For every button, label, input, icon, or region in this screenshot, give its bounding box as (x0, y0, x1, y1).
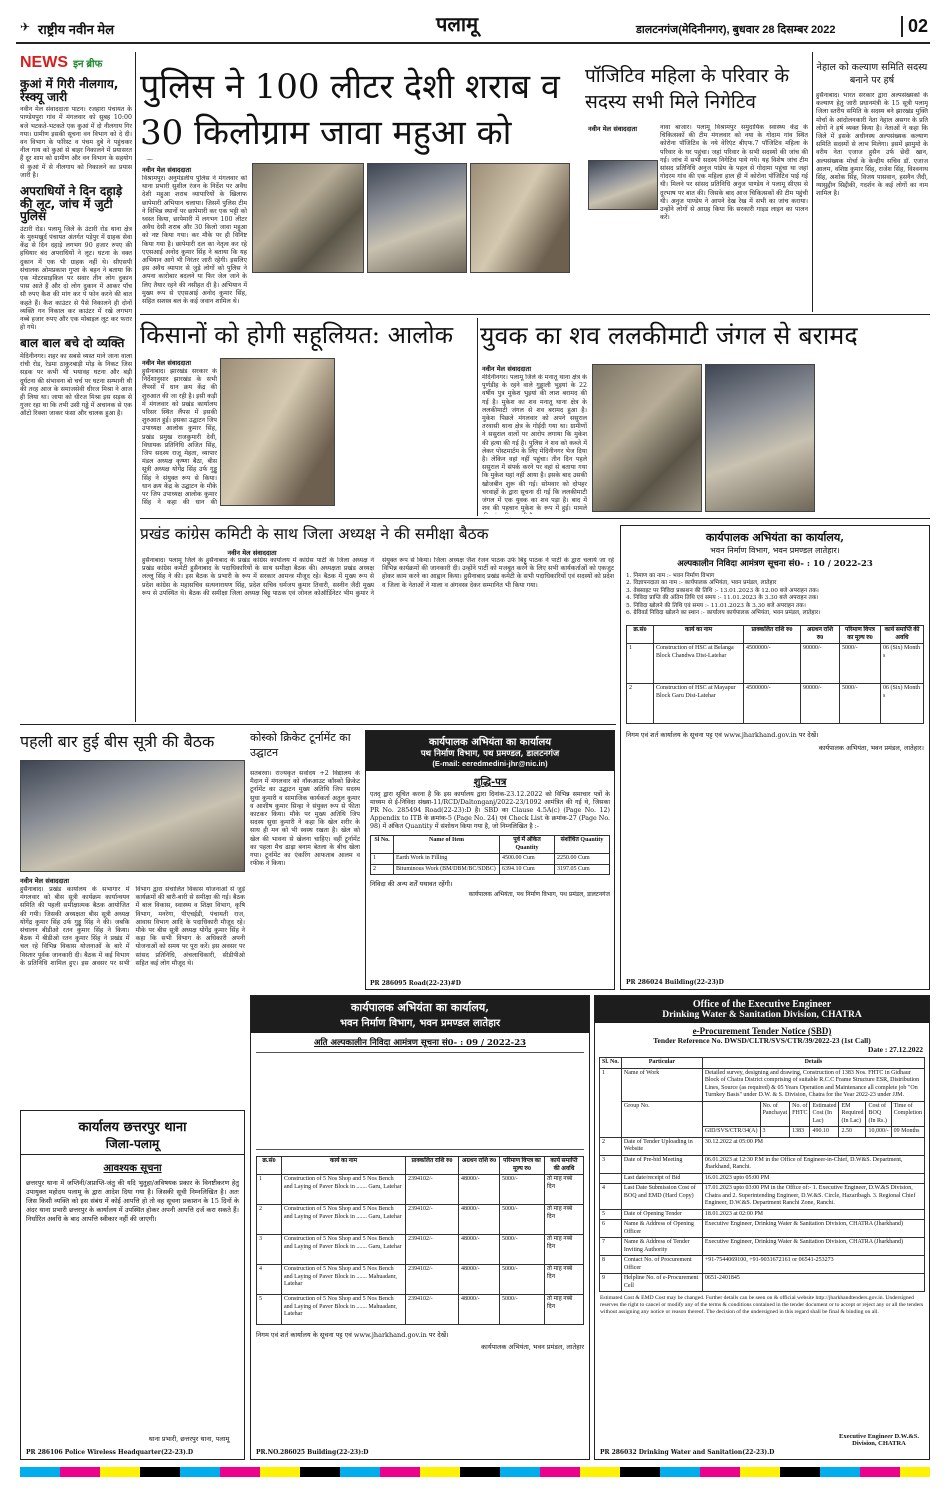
paper-name: राष्ट्रीय नवीन मेल (38, 22, 115, 37)
notice-signature: थाना प्रभारी, छत्तरपुर थाना, पलामू (148, 1435, 230, 1443)
news-brief-label: NEWS इन ब्रीफ (20, 54, 103, 71)
notice-footer: निगम एवं शर्त कार्यालय के सूचना पट्ट एवं www.jharkhand.gov.in पर देखें। (626, 731, 819, 740)
table-row: 1 Construction of HSC at Belanga Block Chandwa Dist-Latehar 4500000/- 90000/- 5000/- 06 (Six) Month s (627, 644, 924, 684)
table-row: 9 Helpline No. of e-Procurement Cell 0651-2401845 (600, 1274, 925, 1292)
table-row: GID/SVS/CTR/34(A) 3 1383 490.10 2.50 10,000/- 09 Months (600, 1127, 925, 1138)
notice-signature: Executive Engineer D.W.&S. Division, CHATRA (839, 1433, 919, 1447)
table-row: 2 Construction of HSC at Mayapur Block Garu Dist-Latehar 4500000/- 90000/- 5000/- 06 (Six) Month s (627, 684, 924, 724)
notice-date: Date : 27.12.2022 (868, 1045, 923, 1054)
notice-subtitle: भवन निर्माण विभाग, भवन प्रमण्डल लातेहार। (710, 546, 840, 555)
farmers-body: हुसैनाबाद। झारखंड सरकार के निर्देशानुसार झारखंड के सभी लैंपसों में धान क्रय केंद्र की शुरुआत की जा रही है। इसी कड़ी में मंगलवार को प्रखंड कार्यालय परिसर स्थित लैंपस में इसकी शुरुआत हुई। इसका उद्घाटन जिप उपाध्यक्ष आलोक कुमार सिंह, प्रखंड प्रमुख राजकुमारी देवी, विधायक प्रतिनिधि अजित सिंह, जिप सदस्य राजू मेहता, व्यापार मंडल अध्यक्ष कृष्णा बैठा, बीस सूत्री अध्यक्ष योगेंद्र सिंह उर्फ गुड्डू सिंह ने संयुक्त रूप से किया। धान क्रय केंद्र के उद्घाटन के मौके पर जिप उपाध्यक्ष आलोक कुमार सिंह ने कहा की धान की (142, 368, 217, 506)
congress-headline: प्रखंड कांग्रेस कमिटी के साथ जिला अध्यक्ष ने की समीक्षा बैठक (140, 525, 489, 543)
lead-photo-3 (470, 163, 570, 273)
notice-details (256, 1052, 584, 1150)
news-brief-column (20, 52, 132, 722)
brief-body: उंटारी रोड। पलामू जिले के उंटारी रोड थाना क्षेत्र के मुरुमखुर्द पंचायत अंतर्गत पड़ेपुर में ग्राहक सेवा केंद्र से दिन दहाड़े लगभग 90 हजार रुपए की हथियार बंद अपराधियों ने लूट। घटना के वक्त दुकान में एक भी ग्राहक नहीं थे। सीएसपी संचालक ओमप्रकाश गुप्ता के बहन ने बताया कि एक मोटरसाइकिल पर सवार तीन लोग दुकान पास आते हैं और दो लोग दुकान में आकर पॉच सौ रुपए कैश की मांग कर पे फोन करने की बात कहते हैं। कैश काउंटर से पैसे निकालने ही दोनों व्यक्ति गन निकाल कर काउंटर में रखे लगभग नब्बे हजार रुपए और एक मोबाइल लूट कर फरार हो गये। (20, 225, 132, 332)
notice-header-band (251, 996, 589, 1033)
positive-photo (588, 160, 658, 210)
welfare-body: हुसैनाबाद। भारत सरकार द्वारा अल्पसंख्यकों के कल्याण हेतु जारी प्रधानमंत्री के 15 सूत्री पलामू जिला स्तरीय समिति के सदस्य बने झारखंड मुक्ति मोर्चा के आंदोलनकारी नेता नेहाल असगर के प्रति लोगों ने हर्ष व्यक्त किया है। नेताओं ने कहा कि जिले में इसके अधीनस्थ अल्पसंख्यक कल्याण समिति सदस्यों से लाभ मिलेगा। इसमें झामुमो के वरीय नेता एजाज हुसैन उर्फ छेदी खान, अल्पसंख्यक मोर्चा के केन्द्रीय सचिव डॉ. एजाज आलम, वशिष्ठ कुमार सिंह, राजेश सिंह, विश्वनाथ सिंह, अशोक सिंह, विजय पासवान, हसनैन जैदी, ग्यासुद्दीन सिद्दीकी, गदर्शन के कई लोगों का नाम शामिल है। (816, 92, 928, 198)
notice-subtitle: भवन निर्माण विभाग, भवन प्रमण्डल लातेहार (339, 1018, 501, 1029)
farmers-body-col3 (340, 358, 475, 508)
positive-byline: नवीन मेल संवाददाता (588, 125, 637, 133)
notice-subtitle: पथ निर्माण विभाग, पथ प्रमण्डल, डालटनगंज (420, 749, 560, 759)
brief-body: मेदिनीनगर। शहर का सबसे व्यस्त माने जाना वाला रांची रोड, रेडमा ठाकुरबाड़ी मोड़ के निकट जिस सड़क पर कभी भी भयावह घटना और बड़ी दुर्घटना की संभावना बो चर्च पर घटना सम्भानी थी की तरह आज के समाजसेवी धीरज मिश्रा ने आज ही लिया था। जाया को धीरज मिश्रा इस सड़क से गुजर रहा था कि तभी उसी गड्ढे में अचानक से एक ऑटो रिक्शा जाकर फंसा और चालक हुआ है। (20, 353, 132, 418)
color-registration-strip (20, 1467, 930, 1477)
table-row: 8 Contact No. of Procurement Officer +91-7544069100, +91-9031672161 or 06541-253273 (600, 1256, 925, 1274)
notice-header-band (595, 996, 929, 1023)
notice-number: अल्पकालीन निविदा आमंत्रण सूचना सं0- : 10 / 2022-23 (677, 559, 873, 569)
dateline: डालटनगंज(मेदिनीनगर), बुधवार 28 दिसम्बर 2022 (636, 24, 836, 36)
notice-table: Sl. No. Particular Details 1 Name of Work Detailed survey, designing and drawing, Construction of 1383 Nos. FHTC in Gidhaur Block of Chatra District comprising of suitable R.C.C Frame Structure ESR, Distribution Lines, Source (as required) & 05 Years Operation and Maintenance all complete job "On Turnkey Basis" under D.W. & S. Division, Chatra for the Year 2022-23 under JJM. Group No. No. of Panchayat No. of FHTC Estimated Cost (In Lac) EM Required (In Lac) Cost of BOQ (In Rs.) Time of Completion GID/SVS/CTR/34(A) 3 1383 490.10 2.50 10,000/- 09 Months 2 Date of Tender Uploading in Website 30.12.2022 at 05:00 PM 3 Date of Pre-bid Meeting 06.01.2023 at 12:30 P.M in the Office of Engineer-in-Chief, D.W&S. Department, Jharkhand, Ranchi. Last date/receipt of Bid 16.01.2023 upto 05:00 PM 4 Last Date Submission Cost of BOQ and EMD (Hard Copy) 17.01.2023 upto 03:00 PM in the Office of:- 1. Executive Engineer, D.W.&S Division, Chatra and 2. Superintending Engineer, D.W.&S. Circle, Hazaribagh. 3. Regional Chief Engineer, D.W.&S. Department Ranchi Zone, Ranchi. 5 Date of Opening Tender 18.01.2023 at 02:00 PM 6 Name & Address of Opening Officer Executive Engineer, Drinking Water & Sanitation Division, CHATRA (Jharkhand) 7 Name & Address of Tender Inviting Authority Executive Engineer, Drinking Water & Sanitation Division, CHATRA (Jharkhand) 8 Contact No. of Procurement Officer +91-7544069100, +91-9031672161 or 06541-253273 9 Helpline No. of e-Procurement Cell 0651-2401845 (599, 1057, 925, 1292)
notice-title: कार्यपालक अभियंता का कार्यालय, (350, 1001, 490, 1014)
congress-byline: नवीन मेल संवाददाता (227, 549, 277, 557)
paper-logo-icon: ✈ (20, 20, 31, 34)
cricket-headline: कोस्को क्रिकेट टूर्नामेंट का उद्घाटन (250, 731, 351, 759)
table-row: 1 Earth Work in Filling 4500.00 Cum 2250.00 Cum (371, 854, 610, 865)
notice-header-band (366, 731, 614, 771)
twenty-point-body: हुसैनाबाद। प्रखंड कार्यालय के सभागार में मंगलवार को बीस सूत्री कार्यक्रम कार्यान्वयन समिति की पहली समीक्षात्मक बैठक आयोजित की गयी। जिसकी अध्यक्षता बीस सूत्री अध्यक्ष योगेंद्र कुमार सिंह उर्फ गुड्डू सिंह ने की। जबकि संचालन बीडीओ रतन कुमार सिंह ने किया। बैठक में बीडीओ रतन कुमार सिंह ने प्रखंड में चल रहे विभिन्न विकास योजनाओं के बारे में विस्तार पूर्वक जानकारी दी। बैठक में कई विभाग के प्रतिनिधि शामिल हुए। इस अवसर पर सभी विभाग द्वारा संचालित विकास योजनाओं से जुड़े कार्यक्रमों की बारी-बारी से समीक्षा की गई। बैठक में बाल विकास, स्वास्थ्य व शिक्षा विभाग, कृषि विभाग, मनरेगा, पीएचईडी, पंचायती राज, आवास विभाग आदि के पदाधिकारी मौजूद रहे। मौके पर बीस सूत्री अध्यक्ष योगेंद्र कुमार सिंह ने कहा कि सभी विभाग के अधिकारी अपनी योजनाओं को समय पर पूरा करें। इस अवसर पर सांसद प्रतिनिधि, अंचलाधिकारी, सीडीपीओ सहित कई लोग मौजूद थे। (20, 886, 245, 967)
table-row: 4 Last Date Submission Cost of BOQ and EMD (Hard Copy) 17.01.2023 upto 03:00 PM in the Office of:- 1. Executive Engineer, D.W.&S Division, Chatra and 2. Superintending Engineer, D.W.&S. Circle, Hazaribagh. 3. Regional Chief Engineer, D.W.&S. Department Ranchi Zone, Ranchi. (600, 1184, 925, 1210)
body-text: मेदिनीनगर। पलामू जिले के मनातू थाना क्षेत्र के पूर्णडीह के रहने वाले गुड्डाली भुइयां के 22 वर्षीय पुत्र मुकेश भुइयां की लाश बरामद की गई है। मुकेश का शव मनातू थाना क्षेत्र के ललकीमाटी जंगल से शव बरामद हुआ है। मुकेश पिछले मंगलवार को अपने ससुराल तरवासी थाना क्षेत्र के गोईदी गया था। ग्रामीणों ने ससुराल वालों पर आरोप लगाया कि मुकेश की हत्या की गई है। पुलिस ने शव को कब्जे में लेकर पोस्टमार्टम के लिए मेदिनीनगर भेज दिया है। लेकिन वहां नहीं पहुंचा। तीन दिन पहले ससुराल में संपर्क करने पर वहां से बताया गया कि मुकेश यहां नहीं आया है। इसके बाद उसकी खोजबीन शुरू की गई। सोमवार को दोपहर चरवाहों के द्वारा सूचना दी गई कि ललकीमाटी जंगल में एक युवक का शव पड़ा है। बाद में शव की पहचान मुकेश के रूप में हुई। मामले (482, 374, 587, 513)
notice-pr: PR 286024 Building(22-23)D (626, 979, 724, 986)
table-row: 1 Name of Work Detailed survey, designing and drawing, Construction of 1383 Nos. FHTC in Gidhaur Block of Chatra District comprising of suitable R.C.C Frame Structure ESR, Distribution Lines, Source (as required) & 05 Years Operation and Maintenance all complete job "On Turnkey Basis" under D.W. & S. Division, Chatra for the Year 2022-23 under JJM. (600, 1068, 925, 1101)
notice-pr: PR 286106 Police Wireless Headquarter(22-23).D (26, 1449, 194, 1456)
notice-subtitle: जिला-पलामू (105, 1137, 160, 1151)
table-row: 4 Construction of 5 Nos Shop and 5 Nos Bench and Laying of Paver Block in ....... Mahuadanr, Latehar 2394102/- 48000/- 5000/- तो माह नब्बे दिन (257, 1265, 584, 1295)
twenty-point-headline: पहली बार हुई बीस सूत्री की बैठक (20, 732, 215, 751)
brief-body: नवीन मेल संवाददाता पाटन। रजहारा पंचायत के पाण्डेयपुरा गांव में मंगलवार को सुबह 10:00 बजे भटकते-भटकते एक कुआं में दो नीलगाय गिर गया। ग्रामीण इसकी सूचना वन विभाग को दे दी। वन विभाग के फॉरेस्ट व पंचम दुबे ने पहुंचकर नील गाय को कुआं से बाहर निकालने में प्रयासरत हैं दूर शाम को ग्रामीण और वन विभाग के सहयोग से कुआं में से नीलगाय को निकालने का प्रयास जारी है। (20, 106, 132, 179)
lead-photo-1 (252, 163, 364, 273)
lead-body: विश्रामपुर। अनुमंडलीय पुलिस ने मंगलवार को थाना प्रभारी सुशील रंजन के निर्देश पर अवैध देशी महुआ शराब व्यापारियों के खिलाफ छापेमारी अभियान चलाया। जिसमें पुलिस टीम ने विभिन्न स्थानों पर छापेमारी कर एक भट्टी को ध्वस्त किया, छापेमारी में लगभग 100 लीटर अवैध देसी शराब और 30 किलो जावा महुआ को नष्ट किया गया। कर मौके पर ही विनिष्ट किया गया है। छापेमारी दल का नेतृत्व कर रहे एएसआई अनोद कुमार सिंह ने बताया कि यह अभियान आगे भी निरंतर जारी रहेगी। इसलिए इस अवैध व्यापार से जुड़े लोगों को पुलिस ने अपना कारोबार बदलने या फिर जेल जाने के लिए तैयार रहने की नसीहत दी है। अभियान में मुख्य रूप से एएसआई अनोद कुमार सिंह, सहित सशस्त्र बल के कई जवान शामिल थे। (142, 175, 247, 306)
notice-rcd-corrigendum (365, 730, 615, 990)
brief-title: कुआं में गिरी नीलगाय, रेस्क्यू जारी (20, 77, 119, 104)
table-row: 6 Name & Address of Opening Officer Executive Engineer, Drinking Water & Sanitation Division, CHATRA (Jharkhand) (600, 1220, 925, 1238)
lead-body-continued (474, 275, 574, 315)
farmers-headline: किसानों को होगी सहूलियत: आलोक (140, 321, 454, 349)
positive-headline: पॉजिटिव महिला के परिवार के सदस्य सभी मिले निगेटिव (585, 65, 790, 113)
notice-header-band (21, 1111, 244, 1155)
farmers-byline: नवीन मेल संवाददाता (142, 359, 191, 367)
notice-heading: शुद्धि-पत्र (473, 777, 507, 788)
body-headline: युवक का शव ललकीमाटी जंगल से बरामद (480, 321, 858, 350)
notice-pr: PR 286032 Drinking Water and Sanitation(22-23).D (600, 1449, 775, 1456)
twenty-point-byline: नवीन मेल संवाददाता (20, 877, 69, 885)
positive-body: नावा बाजार। पलामू विश्रामपुर समुदायिक स्वास्थ्य केंद्र के चिकित्सकों की टीम मंगलवार को नया के गोदाम गांव स्थित कोरोना पॉजिटिव के नये वेरिएंट बीएफ.7 पॉजिटिव महिला के परिवार के घर पहुंचा। जहां परिवार के सभी सदस्यों की जांच की गई। जांच में सभी सदस्य निगेटिव पाये गये। यह विशेष जांच टीम सांसद प्रतिनिधि अनुज पांडेय के पहल से गोदामा पहुंचा था जहां गोदरम गांव की एक महिला हाल ही में कोरोना पॉजिटिव पाई गई थी। मिलने पर सांसद प्रतिनिधि अनुज पाण्डेय ने पलामू सीएस से दूरभाष पर बात की। जिसके बाद आज चिकित्सकों की टीम पहुंची थी। अनुज पाण्डेय ने आपने देख रेख में सभी का जांच कराया। उन्होंने लोगों से आग्रह किया कि सरकारी गाइड लाइन का पालन करें। (660, 124, 808, 222)
notice-email: (E-mail: eeredmedini-jhr@nic.in) (432, 759, 548, 768)
notice-body: एतद् द्वारा सूचित करना है कि इस कार्यालय द्वारा दिनांक-23.12.2022 को विभिन्न समाचार पत्रों के माध्यम से ई-निविदा संख्या-11/RCD/Daltonganj/2022-23/1092 आमंत्रित की गई थे, जिसका PR No. 285494 Road(22-23):D है। SBD का Clause 4.5A(c) (Page No. 12) Appendix to ITB के क्रमांक-5 (Page No. 24) एवं Check List के क्रमांक-27 (Page No. 98) में अंकित Quantity में संशोधन किया गया है, जो निम्नलिखित है :- (370, 791, 610, 830)
masthead (16, 14, 930, 40)
section-name: पलामू (436, 14, 479, 36)
notice-footer: निगम एवं शर्त कार्यालय के सूचना पट्ट एवं www.jharkhand.gov.in पर देखें। (256, 1331, 449, 1339)
cricket-body: सतबरवा। राज्यकृत सर्वोदय +2 विद्यालय के मैदान में मंगलवार को नॉकआउट कॉस्को क्रिकेट टूर्नामेंट का उद्घाटन मुख्य अतिथि जिप सदस्य सुधा कुमारी व सामाजिक कार्यकर्ता अतुल कुमार व आशीष कुमार सिन्हा ने संयुक्त रूप से फीता काटकर किया। मौके पर मुख्य अतिथि जिप सदस्य सुधा कुमारी ने कहा कि खेल शरीर के साथ ही मन को भी स्वस्थ रखता है। खेल को खेल की भावना से खेलना चाहिए। वहीं टूर्नामेंट का पहला मैच ढाढ़ा बनाम बेतला के बीच खेला गया। टूर्नामेंट का एंकरिंग आफताब आलम व रफीक ने किया। (250, 770, 360, 868)
notice-latehar-10 (620, 525, 930, 990)
notice-chatra (594, 995, 930, 1460)
notice-details: 1. निमाण का नाम :- भवन निर्माण विभाग 2. विज्ञापनदाता का नाम :- कार्यपालक अभियंता, भवन प्रमंडल, लातेहार 3. वेबसाइट पर निविदा प्रकाशन की तिथि :- 13.01.2023 के 12.00 बजे अपराहन तक। 4. निविदा प्राप्ति की अंतिम तिथि एवं समय :- 11.01.2023 के 3.30 बजे अपराहन तक। 5. निविदा खोलने की तिथि एवं समय :- 11.01.2023 के 3.30 बजे अपराहन तक। 6. ग्रेविवर्ड निविदा खोलने का स्थान :- कार्यालय कार्यपालक अभियंता, भवन प्रमंडल, लातेहार। (626, 573, 821, 617)
notice-body: छत्तरपुर थाना में जप्तिनी/अप्राप्ति-जंतु की यदि भुतुहा/अविषयक प्रकार के विनष्टीकरण हेतु उपायुक्त महोदय पलामू के द्वारा आदेश दिया गया है। जिसकी सूची निम्नलिखित है। अतः जिस किसी व्यक्ति को इस संबंध में कोई आपत्ति हो तो वह सूचना प्रकाशन के 15 दिनों के अंदर थाना प्रभारी छत्तरपुर के कार्यालय में उपस्थित होकर अपनी आपत्ति दर्ज करा सकते हैं। निर्धारित अवधि के बाद आपत्ति स्वीकार नहीं की जाएगी। (26, 1179, 239, 1223)
notice-title: Office of the Executive Engineer (692, 999, 832, 1010)
body-text-col4 (818, 364, 928, 514)
table-row: Last date/receipt of Bid 16.01.2023 upto 05:00 PM (600, 1173, 925, 1184)
notice-notes: Estimated Cost & EMD Cost may be changed. Further details can be seen on & official website http://jharkhandtenders.gov.in. Undersigned reserves the right to cancel or modify any of the terms & conditions contained in the tender document or to accept or reject any or all the tenders without assigning any notice or reason thereof. The decision of the undersigned in this regard shall be final & binding on all. (600, 1295, 924, 1315)
table-row: 7 Name & Address of Tender Inviting Authority Executive Engineer, Drinking Water & Sanitation Division, CHATRA (Jharkhand) (600, 1238, 925, 1256)
brief-title: बाल बाल बचे दो व्यक्ति (20, 336, 125, 351)
notice-signature: कार्यपालक अभियंता, भवन प्रमंडल, लातेहार (481, 1343, 584, 1351)
table-row: Group No. No. of Panchayat No. of FHTC Estimated Cost (In Lac) EM Required (In Lac) Cost of BOQ (In Rs.) Time of Completion (600, 1101, 925, 1127)
brief-title: अपराधियों ने दिन दहाड़े की लूट, जांच में जुटी पुलिस (20, 184, 123, 224)
notice-table: Sl No. Name of Item पूर्व में अंकित Quantity संशोधित Quantity 1 Earth Work in Filling 4500.00 Cum 2250.00 Cum 2 Bituminous Work (BM/DBM/BC/SDBC) 6394.10 Cum 3197.05 Cum (370, 835, 610, 875)
table-row: 2 Construction of 5 Nos Shop and 5 Nos Bench and Laying of Paver Block in ....... Garu, Latehar 2394102/- 48000/- 5000/- तो माह नब्बे दिन (257, 1205, 584, 1235)
table-row: 2 Date of Tender Uploading in Website 30.12.2022 at 05:00 PM (600, 1137, 925, 1155)
notice-signature: कार्यपालक अभियंता, भवन प्रमंडल, लातेहार। (818, 744, 924, 753)
notice-subtitle: Drinking Water & Sanitation Division, CHATRA (662, 1010, 862, 1020)
notice-pr: PR.NO.286025 Building(22-23):D (256, 1449, 369, 1456)
notice-heading: आवश्यक सूचना (103, 1163, 162, 1174)
table-row: 5 Date of Opening Tender 18.01.2023 at 02:00 PM (600, 1209, 925, 1220)
notice-footer: निविदा की अन्य शर्तें यथावत रहेंगी। (370, 880, 453, 888)
welfare-headline: नेहाल को कल्याण समिति सदस्य बनाने पर हर्ष (816, 62, 928, 86)
notice-heading: e-Procurement Tender Notice (SBD) (692, 1026, 832, 1036)
twenty-point-photo (20, 760, 245, 872)
farmers-photo (220, 358, 335, 506)
notice-title: कार्यालय छत्तरपुर थाना (78, 1120, 187, 1135)
notice-pr: PR 286095 Road(22-23)#D (370, 980, 461, 987)
notice-reference: Tender Reference No. DWSD/CLTR/SVS/CTR/39/2022-23 (1st Call) (653, 1036, 871, 1045)
notice-signature: कार्यपालक अभियंता, पथ निर्माण विभाग, पथ प्रमंडल, डालटनगंज (468, 891, 610, 898)
table-row: 3 Date of Pre-bid Meeting 06.01.2023 at 12:30 P.M in the Office of Engineer-in-Chief, D.W&S. Department, Jharkhand, Ranchi. (600, 1155, 925, 1173)
body-photo-1 (592, 364, 702, 512)
page-number: 02 (901, 16, 928, 37)
notice-police (20, 1110, 245, 1460)
notice-number: अति अल्पकालीन निविदा आमंत्रण सूचना सं0- : 09 / 2022-23 (313, 1038, 527, 1048)
notice-latehar-09 (250, 995, 590, 1460)
lead-headline: पुलिस ने 100 लीटर देशी शराब व 30 किलोग्राम जावा महुआ को (140, 67, 560, 153)
congress-body: हुसैनाबाद। पलामू जिले के हुसैनाबाद के प्रखंड कांग्रेस कार्यालय में कांग्रेस पार्टी के जिला अध्यक्ष ने प्रखंड कांग्रेस कमेटी हुसैनाबाद के पदाधिकारियों के साथ समीक्षा बैठक की। अध्यक्षता प्रखंड अध्यक्ष लल्लू सिंह ने की। इस बैठक के प्रभारी के रूप में सरकार आमन्त्र मौजूद रहे। बैठक में मुख्य रूप से प्रदेश कांग्रेस के महासचिव सत्यनारायण सिंह, प्रदेश सचिव धर्मजय कुमार तिवारी, सस्नीन जैदी मुख्य रूप से उपस्थित थे। बैठक की समीक्षा जिला अध्यक्ष बिट्टू पाठक एवं जोनल कोऑर्डिनेटर भीम कुमार ने संयुक्त रूप से किया। जिला अध्यक्ष जैश रंजन पाठक उर्फ बिट्टू पाठक ने पार्टी के द्वारा चलाये जा रहे विभिन्न कार्यक्रमों की जानकारी दी। उन्होंने पार्टी को मजबूत करने के लिए सभी कार्यकर्ताओं को एकजुट होकर काम करने का आह्वान किया। हुसैनाबाद प्रखंड कमेटी के सभी पदाधिकारियों एवं सदस्यों को प्रदेश व जिला के नेताओं ने माला व अंगवस्त्र देकर सम्मानित भी किया गया। (142, 557, 614, 597)
table-row: 5 Construction of 5 Nos Shop and 5 Nos Bench and Laying of Paver Block in ....... Mahuadanr, Latehar 2394102/- 48000/- 5000/- तो माह नब्बे दिन (257, 1295, 584, 1325)
table-row: 3 Construction of 5 Nos Shop and 5 Nos Bench and Laying of Paver Block in ....... Garu, Latehar 2394102/- 48000/- 5000/- तो माह नब्बे दिन (257, 1235, 584, 1265)
notice-title: कार्यपालक अभियंता का कार्यालय (428, 737, 552, 748)
notice-table: क्र.सं0 कार्य का नाम प्राक्कलित राशि रु0 अग्रधन राशि रु0 परिमाण विपत्र का मूल्य रु0 कार्य समाप्ति की अवधि 1 Construction of HSC at Belanga Block Chandwa Dist-Latehar 4500000/- 90000/- 5000/- 06 (Six) Month s 2 Construction of HSC at Mayapur Block Garu Dist-Latehar 4500000/- 90000/- 5000/- 06 (Six) Month s (626, 625, 924, 724)
table-row: 2 Bituminous Work (BM/DBM/BC/SDBC) 6394.10 Cum 3197.05 Cum (371, 864, 610, 875)
notice-title: कार्यपालक अभियंता का कार्यालय, (705, 531, 845, 544)
body-photo-2 (705, 364, 815, 512)
body-byline: नवीन मेल संवाददाता (482, 365, 531, 373)
lead-byline: नवीन मेल संवाददाता (142, 166, 191, 174)
notice-table: क्र.सं0 कार्य का नाम प्राक्कलित राशि रु0 अग्रधन राशि रु0 परिमाण विपत्र का मूल्य रु0 कार्य समाप्ति की अवधि 1 Construction of 5 Nos Shop and 5 Nos Bench and Laying of Paver Block in ....... Garu, Latehar 2394102/- 48000/- 5000/- तो माह नब्बे दिन 2 Construction of 5 Nos Shop and 5 Nos Bench and Laying of Paver Block in ....... Garu, Latehar 2394102/- 48000/- 5000/- तो माह नब्बे दिन 3 Construction of 5 Nos Shop and 5 Nos Bench and Laying of Paver Block in ....... Garu, Latehar 2394102/- 48000/- 5000/- तो माह नब्बे दिन 4 Construction of 5 Nos Shop and 5 Nos Bench and Laying of Paver Block in ....... Mahuadanr, Latehar 2394102/- 48000/- 5000/- तो माह नब्बे दिन 5 Construction of 5 Nos Shop and 5 Nos Bench and Laying of Paver Block in ....... Mahuadanr, Latehar 2394102/- 48000/- 5000/- तो माह नब्बे दिन (256, 1156, 584, 1325)
table-row: 1 Construction of 5 Nos Shop and 5 Nos Bench and Laying of Paver Block in ....... Garu, Latehar 2394102/- 48000/- 5000/- तो माह नब्बे दिन (257, 1175, 584, 1205)
lead-photo-2 (367, 163, 467, 273)
